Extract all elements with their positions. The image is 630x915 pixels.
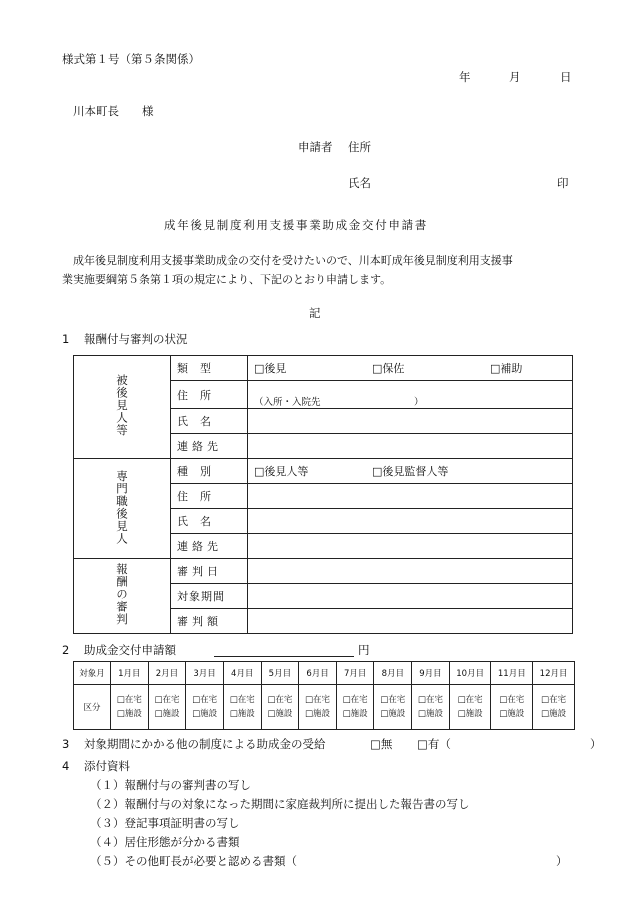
month-header: 5月目 bbox=[261, 662, 299, 685]
home-checkbox[interactable]: □在宅 bbox=[541, 695, 567, 705]
home-checkbox[interactable]: □在宅 bbox=[417, 695, 443, 705]
category-row-label: 区分 bbox=[74, 685, 111, 730]
home-checkbox[interactable]: □在宅 bbox=[380, 695, 406, 705]
form-number: 様式第１号（第５条関係） bbox=[62, 52, 200, 66]
guardian-type-options[interactable] bbox=[248, 459, 573, 484]
month-header: 10月目 bbox=[449, 662, 491, 685]
seal-mark: 印 bbox=[557, 176, 569, 190]
month-category-cell[interactable] bbox=[148, 685, 186, 730]
month-category-cell[interactable] bbox=[336, 685, 374, 730]
ward-address-label: 住所 bbox=[171, 381, 248, 409]
month-category-cell[interactable] bbox=[186, 685, 224, 730]
month-category-cell[interactable] bbox=[374, 685, 412, 730]
attachment-item: （４）居住形態が分かる書類 bbox=[90, 835, 240, 849]
option-hosa[interactable]: □保佐 bbox=[372, 362, 405, 375]
guardian-address-field[interactable] bbox=[248, 484, 573, 509]
facility-checkbox[interactable]: □施設 bbox=[342, 709, 368, 719]
document-title: 成年後見制度利用支援事業助成金交付申請書 bbox=[164, 218, 428, 232]
attachment-item: （１）報酬付与の審判書の写し bbox=[90, 778, 251, 792]
home-checkbox[interactable]: □在宅 bbox=[154, 695, 180, 705]
month-category-cell[interactable] bbox=[223, 685, 261, 730]
ward-group-label: 被後見人等 bbox=[74, 356, 171, 459]
monthly-category-table bbox=[73, 661, 575, 730]
applicant-name-label: 氏名 bbox=[348, 176, 371, 190]
fee-amount-label: 審判額 bbox=[171, 609, 248, 634]
other-subsidy-yes-checkbox[interactable]: □有（ bbox=[417, 737, 451, 751]
guardian-address-label: 住所 bbox=[171, 484, 248, 509]
fee-period-label: 対象期間 bbox=[171, 584, 248, 609]
home-checkbox[interactable]: □在宅 bbox=[499, 695, 525, 705]
option-supervisor[interactable]: □後見監督人等 bbox=[372, 465, 449, 478]
month-category-cell[interactable] bbox=[261, 685, 299, 730]
section4-number: 4 bbox=[62, 759, 70, 773]
home-checkbox[interactable]: □在宅 bbox=[116, 695, 142, 705]
ward-contact-label: 連絡先 bbox=[171, 434, 248, 459]
fee-group-label: 報酬の審判 bbox=[74, 559, 171, 634]
ward-name-field[interactable] bbox=[248, 409, 573, 434]
attachment-item5-close: ） bbox=[556, 854, 568, 868]
facility-checkbox[interactable]: □施設 bbox=[380, 709, 406, 719]
facility-checkbox[interactable]: □施設 bbox=[229, 709, 255, 719]
guardian-contact-field[interactable] bbox=[248, 534, 573, 559]
ward-type-options[interactable] bbox=[248, 356, 573, 381]
month-category-cell[interactable] bbox=[299, 685, 337, 730]
month-header: 4月目 bbox=[223, 662, 261, 685]
section2-number: 2 bbox=[62, 643, 70, 657]
section2-title: 助成金交付申請額 bbox=[84, 643, 176, 657]
date-month: 月 bbox=[509, 70, 521, 84]
applicant-address-label: 住所 bbox=[348, 140, 371, 154]
amount-input-line[interactable] bbox=[214, 656, 354, 657]
guardian-contact-label: 連絡先 bbox=[171, 534, 248, 559]
body-line-2: 業実施要綱第５条第１項の規定により、下記のとおり申請します。 bbox=[62, 273, 392, 286]
month-header: 6月目 bbox=[299, 662, 337, 685]
fee-date-field[interactable] bbox=[248, 559, 573, 584]
section1-title: 報酬付与審判の状況 bbox=[84, 332, 188, 346]
month-header: 1月目 bbox=[111, 662, 149, 685]
fee-period-field[interactable] bbox=[248, 584, 573, 609]
section3-number: 3 bbox=[62, 737, 70, 751]
facility-checkbox[interactable]: □施設 bbox=[541, 709, 567, 719]
ward-name-label: 氏名 bbox=[171, 409, 248, 434]
month-header: 8月目 bbox=[374, 662, 412, 685]
month-category-cell[interactable] bbox=[412, 685, 450, 730]
option-kouken[interactable]: □後見 bbox=[254, 362, 287, 375]
other-subsidy-no-checkbox[interactable]: □無 bbox=[370, 737, 393, 751]
home-checkbox[interactable]: □在宅 bbox=[457, 695, 483, 705]
guardian-group-label: 専門職後見人 bbox=[74, 459, 171, 559]
guardian-name-label: 氏名 bbox=[171, 509, 248, 534]
month-category-cell[interactable] bbox=[111, 685, 149, 730]
facility-note-close: ） bbox=[414, 397, 424, 408]
facility-checkbox[interactable]: □施設 bbox=[457, 709, 483, 719]
ki-heading: 記 bbox=[309, 306, 321, 320]
home-checkbox[interactable]: □在宅 bbox=[192, 695, 218, 705]
month-header: 12月目 bbox=[533, 662, 575, 685]
home-checkbox[interactable]: □在宅 bbox=[229, 695, 255, 705]
attachment-item: （２）報酬付与の対象になった期間に家庭裁判所に提出した報告書の写し bbox=[90, 797, 470, 811]
attachment-item: （３）登記事項証明書の写し bbox=[90, 816, 240, 830]
facility-checkbox[interactable]: □施設 bbox=[192, 709, 218, 719]
addressee: 川本町長 様 bbox=[73, 104, 154, 118]
section1-number: 1 bbox=[62, 332, 70, 346]
month-category-cell[interactable] bbox=[533, 685, 575, 730]
fee-date-label: 審判日 bbox=[171, 559, 248, 584]
fee-amount-field[interactable] bbox=[248, 609, 573, 634]
other-subsidy-close: ） bbox=[590, 737, 602, 751]
home-checkbox[interactable]: □在宅 bbox=[267, 695, 293, 705]
home-checkbox[interactable]: □在宅 bbox=[305, 695, 331, 705]
facility-checkbox[interactable]: □施設 bbox=[305, 709, 331, 719]
facility-checkbox[interactable]: □施設 bbox=[499, 709, 525, 719]
body-line-1: 成年後見制度利用支援事業助成金の交付を受けたいので、川本町成年後見制度利用支援事 bbox=[73, 254, 513, 267]
month-header: 2月目 bbox=[148, 662, 186, 685]
amount-unit: 円 bbox=[358, 643, 370, 657]
facility-checkbox[interactable]: □施設 bbox=[417, 709, 443, 719]
month-header: 9月目 bbox=[412, 662, 450, 685]
applicant-label: 申請者 bbox=[298, 140, 333, 154]
date-day: 日 bbox=[560, 70, 572, 84]
month-header: 11月目 bbox=[491, 662, 533, 685]
attachment-item: （５）その他町長が必要と認める書類（ bbox=[90, 854, 297, 868]
guardianship-status-table bbox=[73, 355, 573, 634]
month-header: 3月目 bbox=[186, 662, 224, 685]
section3-title: 対象期間にかかる他の制度による助成金の受給 bbox=[84, 737, 326, 751]
ward-type-label: 類型 bbox=[171, 356, 248, 381]
facility-note: （入所・入院先 bbox=[254, 397, 321, 408]
home-checkbox[interactable]: □在宅 bbox=[342, 695, 368, 705]
month-header: 7月目 bbox=[336, 662, 374, 685]
guardian-name-field[interactable] bbox=[248, 509, 573, 534]
facility-checkbox[interactable]: □施設 bbox=[116, 709, 142, 719]
month-category-cell[interactable] bbox=[449, 685, 491, 730]
section4-title: 添付資料 bbox=[84, 759, 130, 773]
guardian-type-label: 種別 bbox=[171, 459, 248, 484]
ward-address-field[interactable] bbox=[248, 381, 573, 409]
months-header-label: 対象月 bbox=[74, 662, 111, 685]
facility-checkbox[interactable]: □施設 bbox=[154, 709, 180, 719]
month-category-cell[interactable] bbox=[491, 685, 533, 730]
facility-checkbox[interactable]: □施設 bbox=[267, 709, 293, 719]
ward-contact-field[interactable] bbox=[248, 434, 573, 459]
option-guardian[interactable]: □後見人等 bbox=[254, 465, 309, 478]
date-year: 年 bbox=[459, 70, 471, 84]
option-hojo[interactable]: □補助 bbox=[490, 362, 523, 375]
